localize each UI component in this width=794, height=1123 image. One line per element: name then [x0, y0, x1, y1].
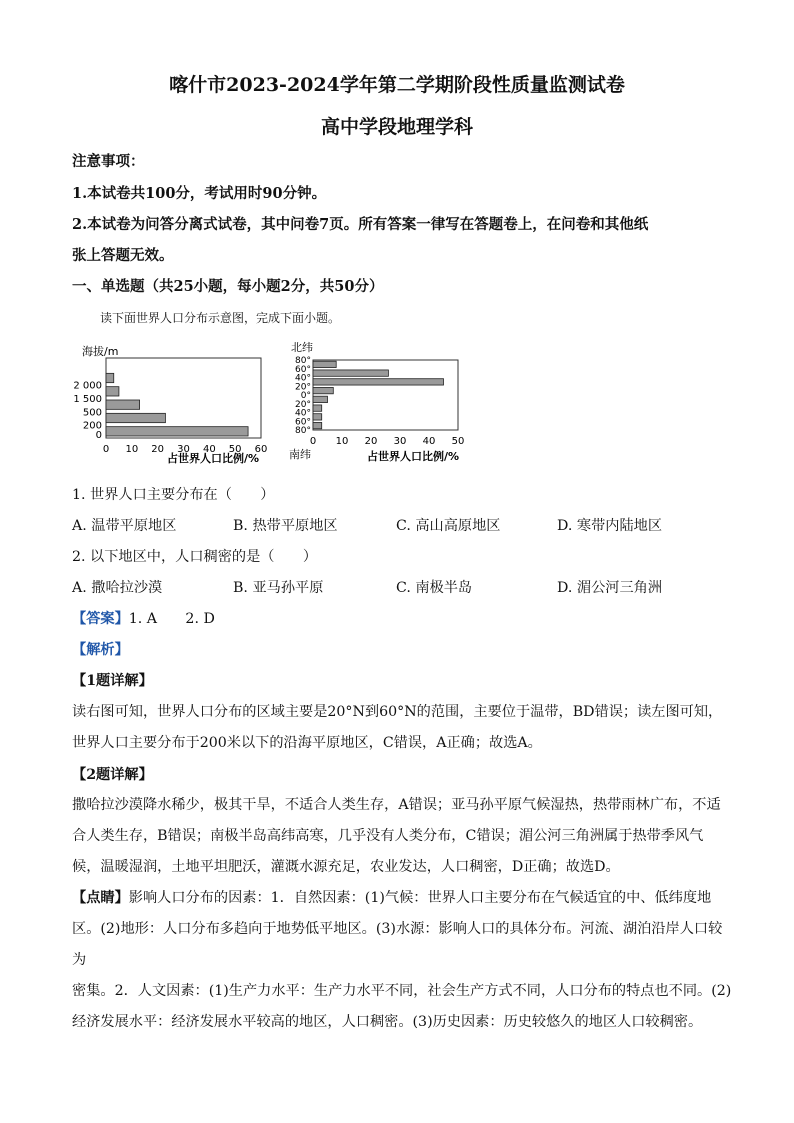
tip-line: 经济发展水平：经济发展水平较高的地区，人口稠密。(3)历史因素：历史较悠久的地区人口较稠密。	[72, 1014, 703, 1030]
option-d: D. 湄公河三角洲	[557, 580, 663, 596]
latitude-population-chart	[285, 338, 480, 468]
y-tick-label: 40°	[295, 408, 311, 419]
tip-line: 密集。2．人文因素：(1)生产力水平：生产力水平不同，社会生产方式不同，人口分布的特点也不同。(2)	[72, 983, 732, 999]
chart-bar	[313, 414, 322, 420]
chart-bar	[313, 379, 444, 385]
note-item: 2.本试卷为问答分离式试卷，其中问卷7页。所有答案一律写在答题卷上，在问卷和其他纸	[72, 216, 649, 233]
chart-bar	[313, 361, 336, 367]
x-tick-label: 10	[125, 444, 139, 455]
detail-line: 候，温暖湿润，土地平坦肥沃，灌溉水源充足，农业发达，人口稠密，D正确；故选D。	[72, 859, 620, 875]
option-b: B. 亚马孙平原	[233, 580, 324, 596]
question-stem: 2. 以下地区中，人口稠密的是（ ）	[72, 549, 318, 565]
x-tick-label: 20	[364, 436, 378, 447]
chart-ylabel-bottom: 南纬	[289, 448, 311, 461]
chart-bar	[106, 387, 119, 396]
detail-line: 读右图可知，世界人口分布的区域主要是20°N到60°N的范围，主要位于温带，BD错误；读左图可知，	[72, 704, 723, 720]
chart-bar	[106, 373, 114, 382]
y-tick-label: 40°	[295, 373, 311, 384]
tip-line: 【点睛】影响人口分布的因素：1．自然因素：(1)气候：世界人口主要分布在气候适宜的中、低纬度地	[72, 890, 712, 906]
option-a: A. 撒哈拉沙漠	[72, 580, 163, 596]
x-tick-label: 0	[309, 436, 317, 447]
x-tick-label: 50	[451, 436, 465, 447]
tip-section	[72, 883, 732, 1038]
chart-bar	[313, 387, 333, 393]
option-c: C. 高山高原地区	[396, 518, 501, 534]
detail-line: 撒哈拉沙漠降水稀少，极其干旱，不适合人类生存，A错误；亚马孙平原气候湿热，热带雨林广布，不适	[72, 797, 721, 813]
option-a: A. 温带平原地区	[72, 518, 177, 534]
chart-xlabel: 占世界人口比例/%	[367, 450, 460, 463]
y-tick-label: 20°	[295, 382, 311, 393]
chart-bar	[106, 400, 140, 409]
y-tick-label: 0°	[300, 391, 311, 401]
x-tick-label: 0	[102, 444, 110, 455]
chart-bar	[106, 427, 248, 436]
y-tick-label: 80°	[295, 356, 311, 366]
answer-line	[72, 608, 215, 628]
option-d: D. 寒带内陆地区	[557, 518, 663, 534]
q2-detail	[72, 790, 732, 883]
chart-bar	[313, 396, 328, 402]
y-tick-label: 2 000	[73, 380, 102, 392]
y-tick-label: 1 500	[73, 394, 102, 405]
section-intro: 读下面世界人口分布示意图，完成下面小题。	[100, 311, 341, 325]
page-title: 喀什市2023-2024学年第二学期阶段性质量监测试卷	[169, 74, 625, 96]
x-tick-label: 30	[393, 436, 407, 447]
analysis-tag: 【解析】	[72, 642, 129, 658]
y-tick-label: 200	[82, 420, 102, 432]
chart-ylabel-top: 北纬	[291, 341, 313, 354]
question-stem: 1. 世界人口主要分布在（ ）	[72, 487, 275, 503]
section-heading: 一、单选题（共25小题，每小题2分，共50分）	[72, 278, 384, 295]
x-tick-label: 30	[177, 444, 190, 455]
tip-line: 区。(2)地形：人口分布多趋向于地势低平地区。(3)水源：影响人口的具体分布。河流、湖泊沿岸人口较为	[72, 921, 723, 968]
chart-frame	[106, 358, 261, 438]
tip-tag: 【点睛】	[72, 890, 129, 906]
option-c: C. 南极半岛	[396, 580, 473, 596]
chart-bar	[313, 422, 322, 428]
option-b: B. 热带平原地区	[233, 518, 338, 534]
page-subtitle: 高中学段地理学科	[320, 116, 473, 138]
chart-ylabel: 海拔/m	[82, 345, 119, 358]
detail-line: 合人类生存，B错误；南极半岛高纬高寒，几乎没有人类分布，C错误；湄公河三角洲属于热带季风气	[72, 828, 704, 844]
chart-bar	[313, 370, 388, 376]
chart-bar	[106, 413, 165, 422]
chart-bar	[313, 405, 322, 411]
note-item: 张上答题无效。	[72, 247, 174, 264]
y-tick-label: 80°	[295, 426, 311, 436]
x-tick-label: 10	[335, 436, 349, 447]
x-tick-label: 60	[254, 444, 268, 455]
q2-detail-tag: 【2题详解】	[72, 767, 153, 783]
x-tick-label: 40	[202, 444, 216, 455]
y-tick-label: 500	[82, 407, 102, 419]
y-tick-label: 60°	[295, 364, 311, 375]
y-tick-label: 60°	[295, 417, 311, 428]
q1-detail-tag: 【1题详解】	[72, 673, 153, 689]
elevation-population-chart	[72, 340, 282, 470]
notes-heading: 注意事项：	[72, 153, 145, 170]
answer-text: 1. A 2. D	[128, 611, 215, 627]
detail-line: 世界人口主要分布于200米以下的沿海平原地区，C错误，A正确；故选A。	[72, 735, 542, 751]
x-tick-label: 50	[228, 444, 242, 455]
y-tick-label: 20°	[295, 399, 311, 410]
x-tick-label: 40	[422, 436, 436, 447]
q1-detail	[72, 697, 732, 759]
note-item: 1.本试卷共100分，考试用时90分钟。	[72, 185, 327, 202]
answer-tag: 【答案】	[72, 611, 129, 627]
x-tick-label: 20	[151, 444, 165, 455]
chart-xlabel: 占世界人口比例/%	[167, 452, 260, 465]
y-tick-label: 0	[95, 430, 102, 441]
